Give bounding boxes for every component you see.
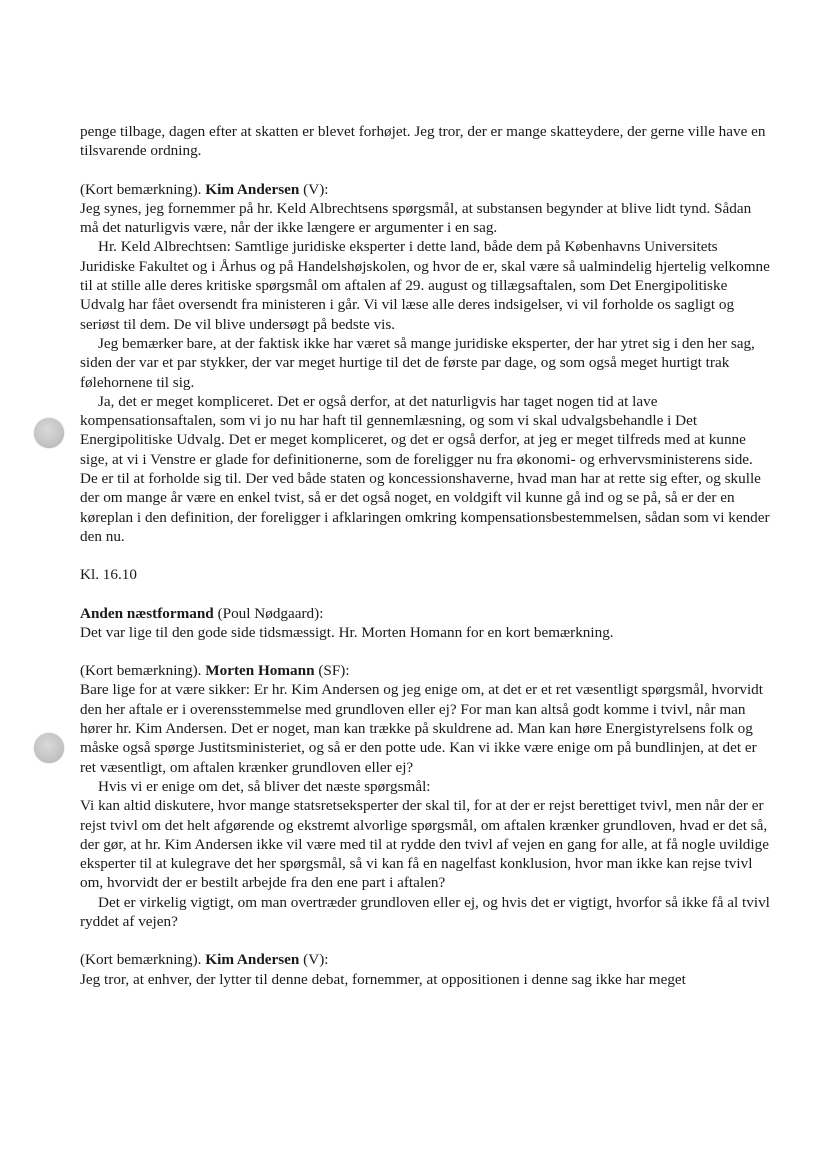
punch-hole-top bbox=[34, 418, 64, 448]
speaker-name: Kim Andersen bbox=[205, 180, 300, 198]
paragraph: Jeg tror, at enhver, der lytter til denne debat, fornemmer, at oppositionen i denne sag ikke har meget bbox=[80, 970, 686, 988]
speaker-suffix: (V): bbox=[299, 951, 329, 969]
indented-paragraph: Ja, det er meget kompliceret. Det er også derfor, at det naturligvis har taget nogen tid at lave kompensationsaftalen, som vi jo nu har haft til gennemlæsning, og som vi skal udvalgsbehandle i Det Energipolitiske Udvalg. Det er meget kompliceret, og det er også derfor, at jeg er meget tilfreds med at kunne sige, at vi i Venstre er glade for definitionerne, som de foreligger nu fra økonomi- og erhvervsministerens side. De er til at forholde sig til. Der ved både staten og koncessionshaverne, hvad man har at rette sig efter, og skulle der om mange år være en enkel tvist, så er det også noget, en voldgift vil kunne gå ind og se på, så er der en køreplan i den definition, der foreligger i afklaringen omkring kompensationsbestemmelsen, sådan som vi kender den nu. bbox=[80, 392, 770, 545]
speaker-heading bbox=[80, 604, 770, 623]
paragraph: Bare lige for at være sikker: Er hr. Kim Andersen og jeg enige om, at det er et ret væsentligt spørgsmål, hvorvidt den her aftale er i overensstemmelse med grundloven eller ej? For man kan altså godt komme i tvivl, når man hører hr. Kim Andersen. Det er noget, man kan trække på skuldrene ad. Man kan høre Energistyrelsens folk og måske også spørge Justitsministeriet, og så er den potte ude. Kan vi ikke være enige om på bundlinjen, at det er ret væsentligt, om aftalen krænker grundloven eller ej? bbox=[80, 681, 763, 776]
speaker-name: Morten Homann bbox=[205, 662, 315, 680]
indented-paragraph: Jeg bemærker bare, at der faktisk ikke har været så mange juridiske eksperter, der har ytret sig i den her sag, siden der var et par stykker, der var meget hurtige til det de første par dage, og som også meget hurtigt trak følehornene til sig. bbox=[80, 334, 755, 391]
speaker-prefix: (Kort bemærkning). bbox=[80, 951, 206, 969]
speaker-heading bbox=[80, 180, 770, 199]
paragraph: Kl. 16.10 bbox=[80, 566, 137, 584]
paragraph-gap bbox=[80, 931, 770, 950]
speaker-prefix: (Kort bemærkning). bbox=[80, 180, 206, 198]
speaker-name: Anden næstformand bbox=[80, 604, 214, 622]
paragraph-gap bbox=[80, 642, 770, 661]
speaker-prefix: (Kort bemærkning). bbox=[80, 662, 206, 680]
paragraph: Jeg synes, jeg fornemmer på hr. Keld Albrechtsens spørgsmål, at substansen begynder at blive lidt tynd. Sådan må det naturligvis være, når der ikke længere er argumenter i en sag. bbox=[80, 199, 752, 237]
indented-paragraph: Hr. Keld Albrechtsen: Samtlige juridiske eksperter i dette land, både dem på Københavns Universitets Juridiske Fakultet og i Århus og på Handelshøjskolen, og hvor de er, skal være så ualmindelig hjertelig velkomne til at stille alle deres kritiske spørgsmål om aftalen af 29. august og tillægsaftalen, som Det Energipolitiske Udvalg har fået oversendt fra ministeren i går. Vi vil læse alle deres indsigelser, vi vil forholde os sagligt og seriøst til dem. De vil blive undersøgt på bedste vis. bbox=[80, 238, 770, 333]
paragraph-gap bbox=[80, 585, 770, 604]
speaker-suffix: (V): bbox=[299, 180, 329, 198]
speaker-heading bbox=[80, 661, 770, 680]
paragraph: penge tilbage, dagen efter at skatten er blevet forhøjet. Jeg tror, der er mange skatteydere, der gerne ville have en tilsvarende ordning. bbox=[80, 123, 766, 160]
document-page bbox=[80, 122, 770, 989]
speaker-suffix: (SF): bbox=[314, 662, 350, 680]
speaker-name: Kim Andersen bbox=[205, 951, 300, 969]
paragraph-gap bbox=[80, 546, 770, 565]
paragraph: Det var lige til den gode side tidsmæssigt. Hr. Morten Homann for en kort bemærkning. bbox=[80, 623, 614, 641]
speaker-heading bbox=[80, 950, 770, 969]
paragraph: Vi kan altid diskutere, hvor mange statsretseksperter der skal til, for at der er rejst berettiget tvivl, men når der er rejst tvivl om det helt afgørende og ekstremt alvorlige spørgsmål, om aftalen krænker grundloven, hvad er det så, der gør, at hr. Kim Andersen ikke vil være med til at rydde den tvivl af vejen en gang for alle, at få nogle uvildige eksperter til at kulegrave det her spørgsmål, så vi kan få en nagelfast konklusion, hvor man ikke kan rejse tvivl om, hvorvidt der er bestilt arbejde fra den ene part i aftalen? bbox=[80, 797, 769, 892]
indented-paragraph: Hvis vi er enige om det, så bliver det næste spørgsmål: bbox=[98, 777, 431, 795]
punch-hole-bottom bbox=[34, 733, 64, 763]
paragraph-gap bbox=[80, 161, 770, 180]
indented-paragraph: Det er virkelig vigtigt, om man overtræder grundloven eller ej, og hvis det er vigtigt, hvorfor så ikke få al tvivl ryddet af vejen? bbox=[80, 893, 770, 930]
speaker-suffix: (Poul Nødgaard): bbox=[213, 604, 324, 622]
